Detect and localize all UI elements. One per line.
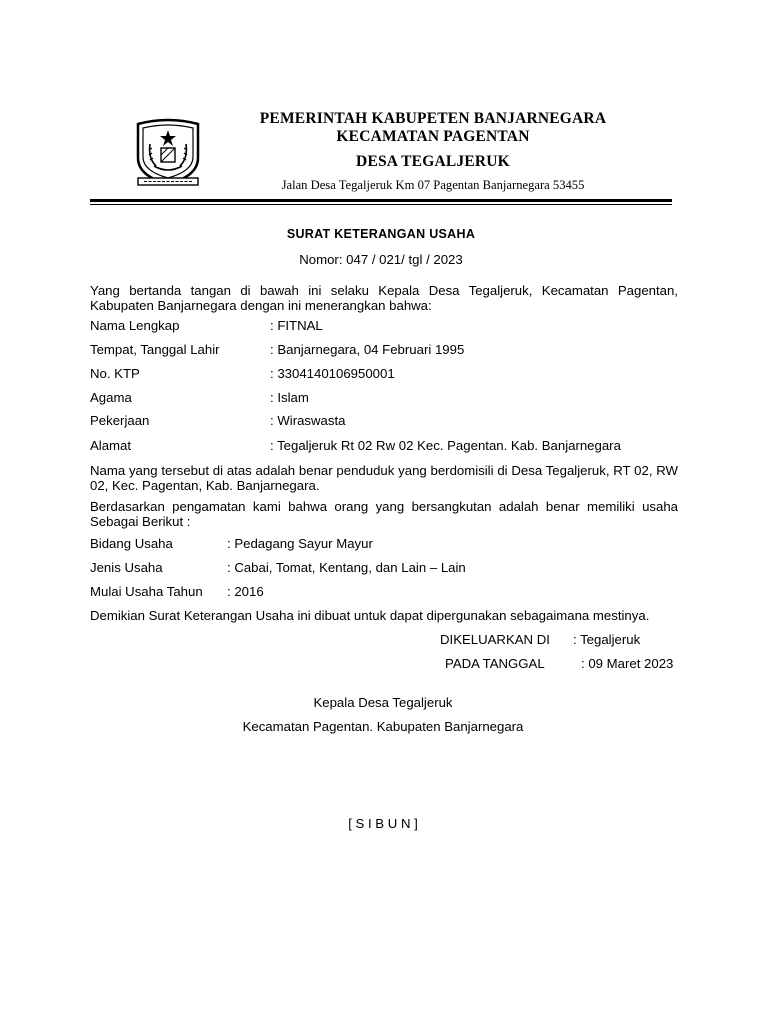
identity-value: : Tegaljeruk Rt 02 Rw 02 Kec. Pagentan. Kab. Banjarnegara bbox=[270, 438, 621, 453]
issued-place-value: : Tegaljeruk bbox=[573, 632, 641, 647]
business-label: Bidang Usaha bbox=[90, 536, 173, 551]
identity-label: Nama Lengkap bbox=[90, 318, 180, 333]
identity-value: : Banjarnegara, 04 Februari 1995 bbox=[270, 342, 465, 357]
kop-village: DESA TEGALJERUK bbox=[356, 153, 510, 170]
identity-label: Tempat, Tanggal Lahir bbox=[90, 342, 220, 357]
signer-name: [ S I B U N ] bbox=[348, 816, 418, 831]
letter-title: SURAT KETERANGAN USAHA bbox=[286, 227, 476, 241]
business-value: : Cabai, Tomat, Kentang, dan Lain – Lain bbox=[227, 560, 466, 575]
issued-date-value: : 09 Maret 2023 bbox=[581, 656, 674, 671]
kop-district: KECAMATAN PAGENTAN bbox=[336, 128, 530, 145]
kop-rule-thick bbox=[90, 199, 672, 202]
regency-coat-of-arms-icon bbox=[134, 118, 202, 188]
signer-title: Kepala Desa Tegaljeruk bbox=[313, 695, 453, 710]
identity-label: Alamat bbox=[90, 438, 132, 453]
closing-paragraph: Demikian Surat Keterangan Usaha ini dibuat untuk dapat dipergunakan sebagaimana mestinya. bbox=[90, 608, 650, 623]
business-label: Mulai Usaha Tahun bbox=[90, 584, 203, 599]
signer-region: Kecamatan Pagentan. Kabupaten Banjarnegara bbox=[242, 719, 524, 734]
issued-place-label: DIKELUARKAN DI bbox=[440, 632, 550, 647]
kop-rule-thin bbox=[90, 204, 672, 205]
intro-paragraph: Yang bertanda tangan di bawah ini selaku Kepala Desa Tegaljeruk, Kecamatan Pagentan, Kabupaten Banjarnegara dengan ini menerangkan bahwa: bbox=[90, 283, 678, 313]
identity-label: Agama bbox=[90, 390, 132, 405]
business-value: : Pedagang Sayur Mayur bbox=[227, 536, 373, 551]
letter-number: Nomor: 047 / 021/ tgl / 2023 bbox=[299, 252, 463, 267]
identity-value: : FITNAL bbox=[270, 318, 323, 333]
business-label: Jenis Usaha bbox=[90, 560, 163, 575]
identity-value: : 3304140106950001 bbox=[270, 366, 395, 381]
issued-date-label: PADA TANGGAL bbox=[445, 656, 545, 671]
identity-label: Pekerjaan bbox=[90, 413, 150, 428]
kop-government: PEMERINTAH KABUPETEN BANJARNEGARA bbox=[259, 110, 607, 127]
identity-value: : Wiraswasta bbox=[270, 413, 346, 428]
business-value: : 2016 bbox=[227, 584, 264, 599]
identity-value: : Islam bbox=[270, 390, 309, 405]
kop-address: Jalan Desa Tegaljeruk Km 07 Pagentan Banjarnegara 53455 bbox=[281, 178, 585, 192]
domicile-paragraph: Nama yang tersebut di atas adalah benar penduduk yang berdomisili di Desa Tegaljeruk, RT 02, RW 02, Kec. Pagentan, Kab. Banjarnegara. bbox=[90, 463, 678, 493]
identity-label: No. KTP bbox=[90, 366, 140, 381]
observation-paragraph: Berdasarkan pengamatan kami bahwa orang yang bersangkutan adalah benar memiliki usaha Sebagai Berikut : bbox=[90, 499, 678, 529]
